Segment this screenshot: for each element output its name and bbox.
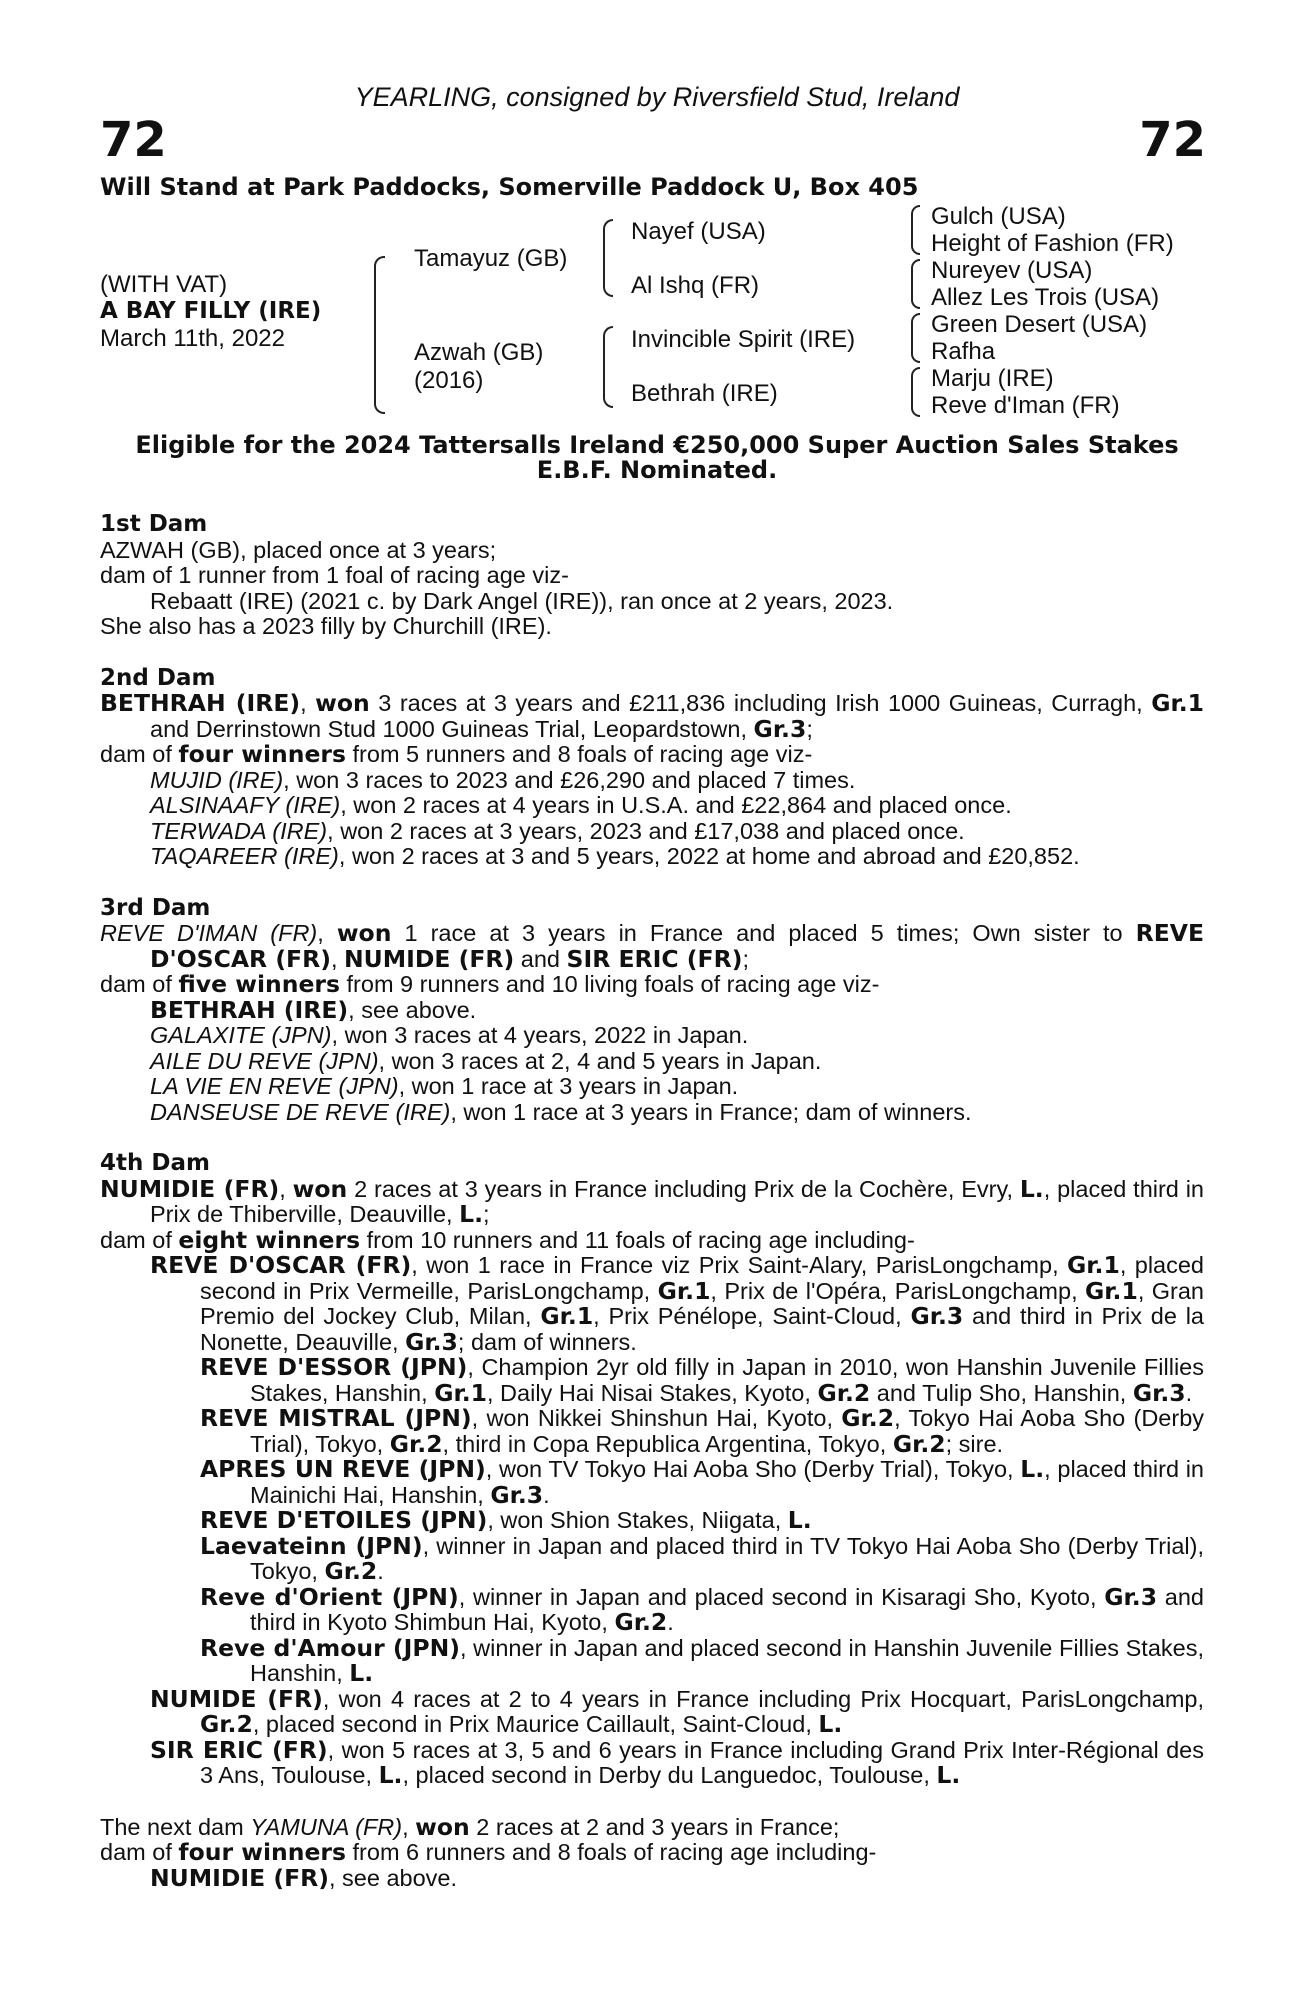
gen3-ancestor: Height of Fashion (FR) <box>931 230 1174 257</box>
third-dam-record: REVE D'IMAN (FR), won 1 race at 3 years in France and placed 5 times; Own sister to REVE D'OSCAR (FR), NUMIDE (FR) and SIR ERIC (FR); <box>100 919 1204 973</box>
second-dam-produce-summary: dam of four winners from 5 runners and 8 foals of racing age viz- <box>100 740 813 768</box>
dam-line-content <box>100 512 1204 1891</box>
next-dam-produce-summary: dam of four winners from 6 runners and 8 foals of racing age including- <box>100 1838 877 1866</box>
progeny-entry: DANSEUSE DE REVE (IRE), won 1 race at 3 years in France; dam of winners. <box>150 1098 972 1125</box>
lot-number-left: 72 <box>100 112 167 168</box>
grand-progeny-entry: REVE MISTRAL (JPN), won Nikkei Shinshun Hai, Kyoto, Gr.2, Tokyo Hai Aoba Sho (Derby Trial), Tokyo, Gr.2, third in Copa Republica Argentina, Tokyo, Gr.2; sire. <box>200 1404 1205 1458</box>
dam-name: BETHRAH (IRE) <box>100 689 301 717</box>
progeny-entry: NUMIDIE (FR), see above. <box>150 1863 458 1892</box>
pedigree-brace-main <box>374 256 385 414</box>
grand-progeny-entry: REVE D'ETOILES (JPN), won Shion Stakes, Niigata, L. <box>200 1506 812 1534</box>
lot-number-right: 72 <box>1139 112 1206 168</box>
dam-sire: Invincible Spirit (IRE) <box>631 326 856 353</box>
first-dam-progeny: Rebaatt (IRE) (2021 c. by Dark Angel (IRE)), ran once at 2 years, 2023. <box>150 587 894 614</box>
fourth-dam-heading: 4th Dam <box>100 1150 210 1176</box>
progeny-entry: MUJID (IRE), won 3 races to 2023 and £26,290 and placed 7 times. <box>150 766 856 793</box>
progeny-entry: BETHRAH (IRE), see above. <box>150 995 477 1024</box>
sire-brace <box>603 219 613 297</box>
won-word: won <box>315 689 370 717</box>
dam-brace <box>603 326 613 408</box>
sire-dam: Al Ishq (FR) <box>631 272 760 299</box>
sire-sire: Nayef (USA) <box>631 218 766 245</box>
progeny-entry: AILE DU REVE (JPN), won 3 races at 2, 4 and 5 years in Japan. <box>150 1047 822 1074</box>
gen3-ancestor: Marju (IRE) <box>931 365 1054 392</box>
progeny-entry: ALSINAAFY (IRE), won 2 races at 4 years in U.S.A. and £22,864 and placed once. <box>150 792 1012 818</box>
eligibility-block <box>0 433 1314 483</box>
gen3-brace-3 <box>911 313 920 363</box>
grade-badge: Gr.1 <box>1151 689 1205 717</box>
first-dam-line: She also has a 2023 filly by Churchill (IRE). <box>100 613 552 639</box>
gen3-ancestor: Allez Les Trois (USA) <box>931 284 1160 311</box>
second-dam-heading: 2nd Dam <box>100 664 216 691</box>
progeny-entry: SIR ERIC (FR), won 5 races at 3, 5 and 6 years in France including Grand Prix Inter-Régional des 3 Ans, Toulouse, L., placed second in Derby du Languedoc, Toulouse, L. <box>150 1735 1204 1789</box>
third-dam-heading: 3rd Dam <box>100 894 211 921</box>
progeny-entry: GALAXITE (JPN), won 3 races at 4 years, 2022 in Japan. <box>150 1022 749 1048</box>
ebf-line: E.B.F. Nominated. <box>536 456 778 484</box>
progeny-entry: TERWADA (IRE), won 2 races at 3 years, 2023 and £17,038 and placed once. <box>150 817 965 844</box>
gen3-ancestor: Gulch (USA) <box>931 203 1066 230</box>
second-dam-record: BETHRAH (IRE), won 3 races at 3 years and £211,836 including Irish 1000 Guineas, Curragh, Gr.1 and Derrinstown Stud 1000 Guineas Trial, Leopardstown, Gr.3; <box>100 689 1205 743</box>
gen3-ancestor: Nureyev (USA) <box>931 257 1093 284</box>
eligibility-line: Eligible for the 2024 Tattersalls Ireland €250,000 Super Auction Sales Stakes <box>135 431 1179 459</box>
progeny-entry: REVE D'OSCAR (FR), won 1 race in France viz Prix Saint-Alary, ParisLongchamp, Gr.1, placed second in Prix Vermeille, ParisLongchamp, Gr.1, Prix de l'Opéra, ParisLongchamp, Gr.1, Gran Premio del Jockey Club, Milan, Gr.1, Prix Pénélope, Saint-Cloud, Gr.3 and third in Prix de la Nonette, Deauville, Gr.3; dam of winners. <box>150 1251 1205 1356</box>
fourth-dam-record: NUMIDIE (FR), won 2 races at 3 years in France including Prix de la Cochère, Evry, L., placed third in Prix de Thiberville, Deauville, L.; <box>100 1174 1204 1228</box>
gen3-ancestor: Rafha <box>931 338 996 365</box>
next-dam-record: The next dam YAMUNA (FR), won 2 races at 2 and 3 years in France; <box>100 1812 840 1841</box>
grand-progeny-entry: Reve d'Amour (JPN), winner in Japan and placed second in Hanshin Juvenile Fillies Stakes, Hanshin, L. <box>200 1633 1204 1687</box>
grand-progeny-entry: Laevateinn (JPN), winner in Japan and placed third in TV Tokyo Hai Aoba Sho (Derby Trial), Tokyo, Gr.2. <box>200 1531 1204 1585</box>
sire-name: Tamayuz (GB) <box>414 245 568 272</box>
fourth-dam-produce-summary: dam of eight winners from 10 runners and 11 foals of racing age including- <box>100 1225 915 1254</box>
grand-progeny-entry: REVE D'ESSOR (JPN), Champion 2yr old filly in Japan in 2010, won Hanshin Juvenile Fillies Stakes, Hanshin, Gr.1, Daily Hai Nisai Stakes, Kyoto, Gr.2 and Tulip Sho, Hanshin, Gr.3. <box>200 1353 1204 1407</box>
progeny-entry: TAQAREER (IRE), won 2 races at 3 and 5 years, 2022 at home and abroad and £20,852. <box>150 843 1080 869</box>
gen3-brace-2 <box>911 259 920 309</box>
grand-progeny-entry: Reve d'Orient (JPN), winner in Japan and placed second in Kisaragi Sho, Kyoto, Gr.3 and third in Kyoto Shimbun Hai, Kyoto, Gr.2. <box>200 1582 1204 1636</box>
first-dam-line: AZWAH (GB), placed once at 3 years; <box>100 536 497 563</box>
grade-badge: Gr.3 <box>753 714 807 743</box>
gen3-ancestor: Green Desert (USA) <box>931 311 1148 338</box>
dam-name: Azwah (GB) <box>414 339 544 366</box>
grand-progeny-entry: APRES UN REVE (JPN), won TV Tokyo Hai Aoba Sho (Derby Trial), Tokyo, L., placed third in Mainichi Hai, Hanshin, Gr.3. <box>200 1455 1204 1509</box>
first-dam-heading: 1st Dam <box>100 511 208 537</box>
first-dam-line: dam of 1 runner from 1 foal of racing age viz- <box>100 562 569 588</box>
gen3-ancestor: Reve d'Iman (FR) <box>931 392 1120 419</box>
gen3-brace-1 <box>911 205 920 255</box>
foaling-date: March 11th, 2022 <box>100 325 286 352</box>
gen3-brace-4 <box>911 367 920 417</box>
vat-note: (WITH VAT) <box>100 271 228 298</box>
third-dam-produce-summary: dam of five winners from 9 runners and 10 living foals of racing age viz- <box>100 970 880 998</box>
stabling-line: Will Stand at Park Paddocks, Somerville Paddock U, Box 405 <box>100 173 919 201</box>
progeny-entry: LA VIE EN REVE (JPN), won 1 race at 3 years in Japan. <box>150 1073 739 1099</box>
horse-name: A BAY FILLY (IRE) <box>100 298 322 324</box>
progeny-entry: NUMIDE (FR), won 4 races at 2 to 4 years in France including Prix Hocquart, ParisLongchamp, Gr.2, placed second in Prix Maurice Caillault, Saint-Cloud, L. <box>150 1684 1205 1738</box>
dam-dam: Bethrah (IRE) <box>631 380 778 407</box>
consignment-line: YEARLING, consigned by Riversfield Stud, Ireland <box>354 82 960 112</box>
dam-year: (2016) <box>414 367 484 394</box>
